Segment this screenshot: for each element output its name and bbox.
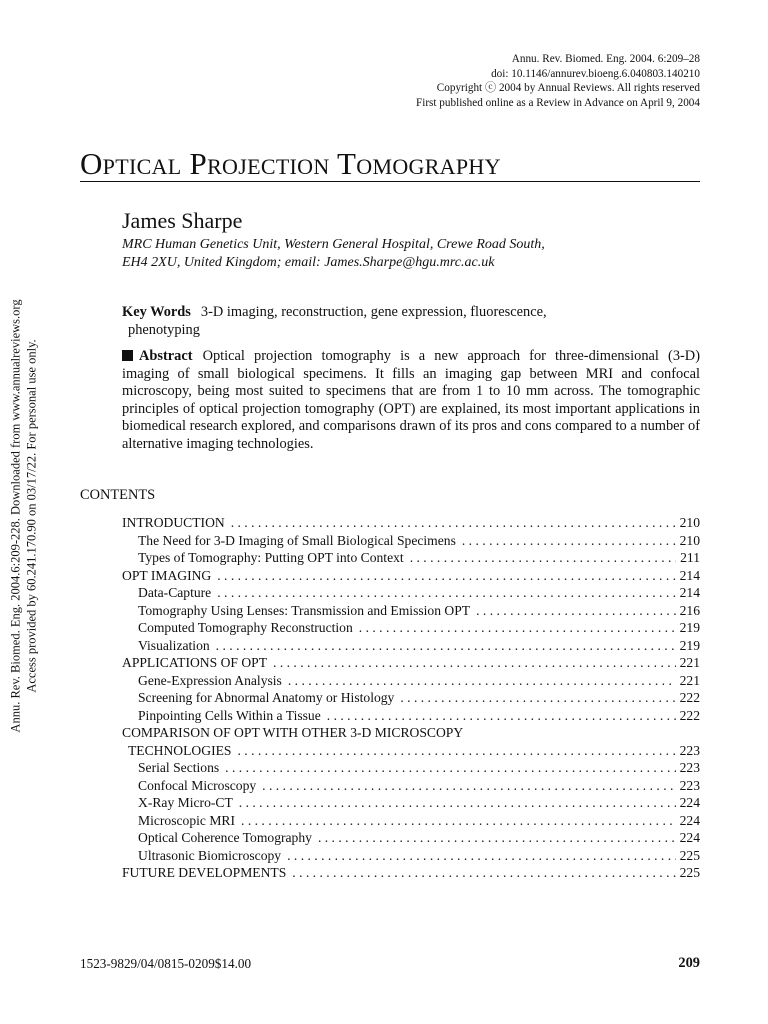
toc-entry-title: Pinpointing Cells Within a Tissue [138,707,321,723]
toc-entry-title: APPLICATIONS OF OPT [122,655,268,670]
toc-entry [122,602,700,620]
keywords-label: Key Words [122,304,191,320]
toc-entry [122,654,700,672]
toc-entry [122,847,700,865]
toc-entry [122,672,700,690]
toc-leader-dots [462,532,676,550]
keywords-block [122,303,702,339]
toc-entry-page: 221 [679,655,700,670]
toc-entry [122,689,700,707]
toc-leader-dots [292,864,675,882]
toc-leader-dots [241,812,676,830]
contents-heading: CONTENTS [80,487,156,503]
toc-entry [122,514,700,532]
toc-entry-title: Types of Tomography: Putting OPT into Context [138,550,404,565]
toc-leader-dots [237,742,675,760]
toc-entry [122,724,700,742]
toc-leader-dots [239,794,676,812]
keywords-line-2: phenotyping [128,322,200,338]
toc-leader-dots [216,637,676,655]
toc-entry [122,777,700,795]
toc-leader-dots [410,549,676,567]
toc-entry-title: Computed Tomography Reconstruction [138,620,353,635]
toc-entry-title: COMPARISON OF OPT WITH OTHER 3-D MICROSCOPY [122,725,464,740]
toc-entry-page: 223 [679,777,700,793]
title-rule [80,181,700,182]
toc-leader-dots [287,847,676,865]
toc-entry [122,864,700,882]
sidebar-line-2: Access provided by 60.241.170.90 on 03/17/22. For personal use only. [24,339,38,693]
toc-entry-title: Tomography Using Lenses: Transmission and Emission OPT [138,602,471,618]
toc-entry-page: 214 [679,585,700,600]
toc-entry-page: 223 [679,742,700,758]
toc-entry-page: 224 [679,795,700,810]
sidebar-text [9,299,40,732]
affiliation-line: MRC Human Genetics Unit, Western General Hospital, Crewe Road South, [122,237,545,252]
toc-leader-dots [231,514,676,532]
toc-entry-title: FUTURE DEVELOPMENTS [122,865,287,880]
toc-leader-dots [476,602,676,620]
toc-entry [122,532,700,550]
toc-entry-title: OPT IMAGING [122,567,212,583]
toc-leader-dots [225,759,675,777]
abstract-block [122,348,700,454]
toc-entry-title: Serial Sections [138,760,220,775]
toc-entry-title: Microscopic MRI [138,812,236,828]
toc-entry-page: 224 [679,830,700,845]
toc-entry [122,549,700,567]
toc-entry-page: 221 [679,672,700,688]
toc-entry-page: 225 [679,865,700,880]
toc-entry-page: 224 [679,812,700,828]
table-of-contents [122,514,700,882]
toc-entry-page: 214 [679,567,700,583]
toc-entry-page: 210 [679,532,700,548]
toc-entry [122,637,700,655]
toc-entry-title: Optical Coherence Tomography [138,830,312,845]
abstract-label: Abstract [139,348,193,364]
toc-leader-dots [400,689,675,707]
toc-leader-dots [327,707,676,725]
page-number: 209 [678,955,700,971]
toc-entry-title: TECHNOLOGIES [128,742,232,758]
toc-entry-title: Gene-Expression Analysis [138,672,282,688]
toc-leader-dots [273,654,676,672]
toc-entry [122,584,700,602]
download-sidebar [0,0,40,1024]
toc-entry-title: INTRODUCTION [122,515,225,530]
toc-entry-page: 223 [679,760,700,775]
toc-leader-dots [262,777,675,795]
toc-leader-dots [217,567,675,585]
toc-entry [122,619,700,637]
toc-leader-dots [288,672,676,690]
toc-entry-page: 219 [679,637,700,653]
author-affiliation [122,236,545,271]
article-title: Optical Projection Tomography [80,146,501,181]
toc-entry-page: 216 [679,602,700,618]
toc-entry [122,759,700,777]
affiliation-line: EH4 2XU, United Kingdom; email: James.Sharpe@hgu.mrc.ac.uk [122,254,495,270]
journal-header [416,52,700,110]
toc-leader-dots [318,829,676,847]
doi-line: doi: 10.1146/annurev.bioeng.6.040803.140210 [491,67,700,80]
citation-line: Annu. Rev. Biomed. Eng. 2004. 6:209–28 [511,53,700,65]
published-line: First published online as a Review in Advance on April 9, 2004 [415,96,700,109]
toc-entry-page: 210 [679,515,700,530]
keywords-line-1: 3-D imaging, reconstruction, gene expression, fluorescence, [200,304,547,320]
toc-leader-dots [217,584,675,602]
toc-entry [122,567,700,585]
toc-entry-page: 222 [679,690,700,705]
toc-leader-dots [359,619,676,637]
toc-entry-page: 225 [679,847,700,863]
toc-entry-title: Visualization [138,637,210,653]
toc-entry-title: Data-Capture [138,585,212,600]
toc-entry-title: X-Ray Micro-CT [138,795,233,810]
square-bullet-icon [122,350,133,361]
toc-entry [122,707,700,725]
toc-entry-page: 222 [679,707,700,723]
toc-entry-title: Screening for Abnormal Anatomy or Histology [138,690,395,705]
sidebar-line-1: Annu. Rev. Biomed. Eng. 2004.6:209-228. Downloaded from www.annualreviews.org [8,299,23,733]
footer-code: 1523-9829/04/0815-0209$14.00 [80,956,252,971]
toc-entry [122,794,700,812]
toc-entry-title: Confocal Microscopy [138,777,257,793]
toc-entry-title: Ultrasonic Biomicroscopy [138,847,282,863]
toc-entry-title: The Need for 3-D Imaging of Small Biological Specimens [138,532,456,548]
author-name: James Sharpe [122,208,243,233]
toc-entry-page: 219 [679,620,700,635]
abstract-text: Optical projection tomography is a new approach for three-dimensional (3-D) imaging of small biological specimens. It fills an imaging gap between MRI and confocal microscopy, being most suited to specimens that are from 1 to 10 mm across. The tomographic principles of optical projection tomography (OPT) are explained, its most important applications in biomedical research explored, and comparisons drawn of its pros and cons compared to a number of alternative imaging technologies. [122,348,700,452]
toc-entry [122,812,700,830]
copyright-line: Copyright ⓒ 2004 by Annual Reviews. All rights reserved [436,82,700,95]
toc-entry [122,742,700,760]
toc-entry-page: 211 [680,550,700,565]
toc-entry [122,829,700,847]
